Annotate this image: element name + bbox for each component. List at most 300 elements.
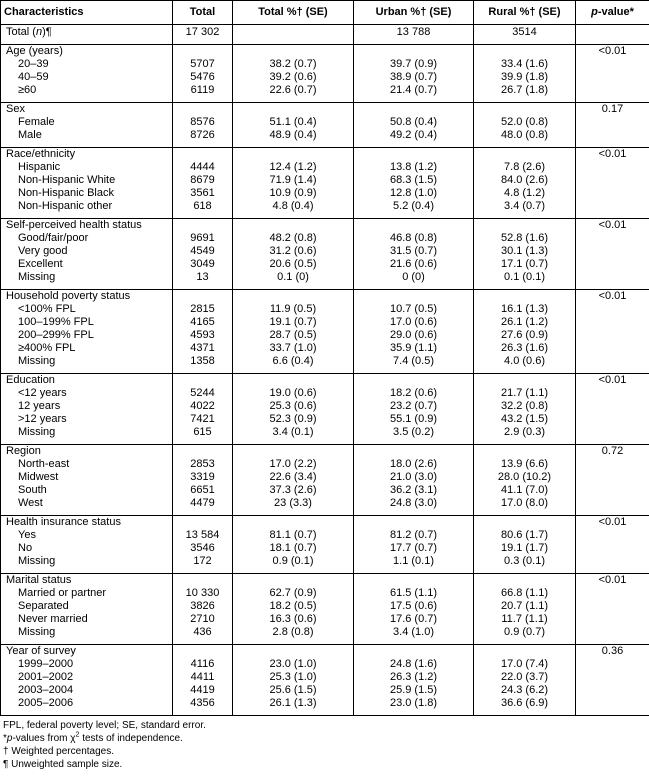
empty-cell xyxy=(576,342,649,355)
empty-cell xyxy=(474,645,576,659)
empty-cell xyxy=(474,45,576,59)
data-row xyxy=(1,600,649,613)
row-label: 2003–2004 xyxy=(1,684,173,697)
row-label: Male xyxy=(1,129,173,148)
empty-cell xyxy=(354,45,474,59)
empty-cell xyxy=(576,232,649,245)
value-cell: 38.9 (0.7) xyxy=(354,71,474,84)
totals-group xyxy=(1,25,649,45)
data-row xyxy=(1,232,649,245)
row-label: Midwest xyxy=(1,471,173,484)
section-group xyxy=(1,516,649,574)
empty-cell xyxy=(233,103,354,117)
value-cell: 26.1 (1.2) xyxy=(474,316,576,329)
value-cell: 17.7 (0.7) xyxy=(354,542,474,555)
footnote-line: *p-values from $\chi^2$ tests of independence. xyxy=(3,731,183,744)
value-cell: 5244 xyxy=(173,387,233,400)
empty-cell xyxy=(173,516,233,530)
section-header-row xyxy=(1,516,649,530)
value-cell: 48.2 (0.8) xyxy=(233,232,354,245)
section-group xyxy=(1,574,649,645)
value-cell: 36.6 (6.9) xyxy=(474,697,576,716)
column-header: Total xyxy=(173,1,233,25)
row-label: Non-Hispanic White xyxy=(1,174,173,187)
section-header-row xyxy=(1,445,649,459)
value-cell: 71.9 (1.4) xyxy=(233,174,354,187)
value-cell: 26.7 (1.8) xyxy=(474,84,576,103)
row-label: 2005–2006 xyxy=(1,697,173,716)
value-cell: 20.6 (0.5) xyxy=(233,258,354,271)
value-cell: 49.2 (0.4) xyxy=(354,129,474,148)
total-value-cell xyxy=(576,25,649,45)
value-cell: 12.8 (1.0) xyxy=(354,187,474,200)
column-header: Characteristics xyxy=(1,1,173,25)
row-label: Non-Hispanic Black xyxy=(1,187,173,200)
footnote-line: ¶ Unweighted sample size. xyxy=(3,759,123,770)
value-cell: 0.9 (0.1) xyxy=(233,555,354,574)
empty-cell xyxy=(576,245,649,258)
empty-cell xyxy=(576,542,649,555)
value-cell: 2.8 (0.8) xyxy=(233,626,354,645)
value-cell: 25.3 (1.0) xyxy=(233,671,354,684)
value-cell: 84.0 (2.6) xyxy=(474,174,576,187)
data-row xyxy=(1,355,649,374)
footnote-line: † Weighted percentages. xyxy=(3,746,115,757)
empty-cell xyxy=(354,219,474,233)
value-cell: 4593 xyxy=(173,329,233,342)
section-group xyxy=(1,645,649,716)
row-label: <100% FPL xyxy=(1,303,173,316)
section-header-row xyxy=(1,103,649,117)
empty-cell xyxy=(576,271,649,290)
data-row xyxy=(1,387,649,400)
value-cell: 13.9 (6.6) xyxy=(474,458,576,471)
row-label: 20–39 xyxy=(1,58,173,71)
empty-cell xyxy=(354,574,474,588)
value-cell: 10.7 (0.5) xyxy=(354,303,474,316)
value-cell: 36.2 (3.1) xyxy=(354,484,474,497)
value-cell: 4419 xyxy=(173,684,233,697)
empty-cell xyxy=(576,187,649,200)
empty-cell xyxy=(576,626,649,645)
data-row xyxy=(1,684,649,697)
section-header-row xyxy=(1,148,649,162)
value-cell: 11.7 (1.1) xyxy=(474,613,576,626)
value-cell: 81.2 (0.7) xyxy=(354,529,474,542)
row-label: West xyxy=(1,497,173,516)
row-label: Separated xyxy=(1,600,173,613)
data-row xyxy=(1,316,649,329)
section-label: Education xyxy=(1,374,173,388)
value-cell: 39.2 (0.6) xyxy=(233,71,354,84)
empty-cell xyxy=(173,219,233,233)
value-cell: 55.1 (0.9) xyxy=(354,413,474,426)
row-label: ≥60 xyxy=(1,84,173,103)
data-row xyxy=(1,613,649,626)
value-cell: 4411 xyxy=(173,671,233,684)
row-label: Missing xyxy=(1,271,173,290)
value-cell: 3.4 (0.1) xyxy=(233,426,354,445)
section-group xyxy=(1,445,649,516)
value-cell: 1358 xyxy=(173,355,233,374)
row-label: Non-Hispanic other xyxy=(1,200,173,219)
data-row xyxy=(1,329,649,342)
row-label: Good/fair/poor xyxy=(1,232,173,245)
data-row xyxy=(1,587,649,600)
data-row xyxy=(1,174,649,187)
value-cell: 19.0 (0.6) xyxy=(233,387,354,400)
empty-cell xyxy=(576,355,649,374)
value-cell: 39.7 (0.9) xyxy=(354,58,474,71)
value-cell: 3.5 (0.2) xyxy=(354,426,474,445)
row-label: Missing xyxy=(1,626,173,645)
data-row xyxy=(1,129,649,148)
value-cell: 30.1 (1.3) xyxy=(474,245,576,258)
value-cell: 48.0 (0.8) xyxy=(474,129,576,148)
section-header-row xyxy=(1,45,649,59)
value-cell: 9691 xyxy=(173,232,233,245)
data-row xyxy=(1,342,649,355)
empty-cell xyxy=(576,555,649,574)
value-cell: 51.1 (0.4) xyxy=(233,116,354,129)
row-label: 40–59 xyxy=(1,71,173,84)
data-row xyxy=(1,529,649,542)
value-cell: 0.1 (0.1) xyxy=(474,271,576,290)
value-cell: 436 xyxy=(173,626,233,645)
empty-cell xyxy=(576,671,649,684)
value-cell: 6651 xyxy=(173,484,233,497)
data-row xyxy=(1,555,649,574)
value-cell: 7.4 (0.5) xyxy=(354,355,474,374)
section-group xyxy=(1,374,649,445)
total-row xyxy=(1,25,649,45)
value-cell: 28.0 (10.2) xyxy=(474,471,576,484)
value-cell: 68.3 (1.5) xyxy=(354,174,474,187)
section-label: Year of survey xyxy=(1,645,173,659)
empty-cell xyxy=(354,445,474,459)
row-label: >12 years xyxy=(1,413,173,426)
value-cell: 20.7 (1.1) xyxy=(474,600,576,613)
empty-cell xyxy=(576,58,649,71)
empty-cell xyxy=(173,445,233,459)
row-label: South xyxy=(1,484,173,497)
section-header-row xyxy=(1,645,649,659)
empty-cell xyxy=(576,84,649,103)
empty-cell xyxy=(233,574,354,588)
value-cell: 7.8 (2.6) xyxy=(474,161,576,174)
value-cell: 52.0 (0.8) xyxy=(474,116,576,129)
value-cell: 4165 xyxy=(173,316,233,329)
value-cell: 5476 xyxy=(173,71,233,84)
column-header: Urban %† (SE) xyxy=(354,1,474,25)
section-label: Race/ethnicity xyxy=(1,148,173,162)
empty-cell xyxy=(576,471,649,484)
value-cell: 48.9 (0.4) xyxy=(233,129,354,148)
value-cell: 1.1 (0.1) xyxy=(354,555,474,574)
section-group xyxy=(1,290,649,374)
value-cell: 4.8 (0.4) xyxy=(233,200,354,219)
p-value-cell: <0.01 xyxy=(576,290,649,304)
row-label: 200–299% FPL xyxy=(1,329,173,342)
empty-cell xyxy=(474,103,576,117)
empty-cell xyxy=(576,387,649,400)
empty-cell xyxy=(576,316,649,329)
value-cell: 41.1 (7.0) xyxy=(474,484,576,497)
row-label: ≥400% FPL xyxy=(1,342,173,355)
p-value-cell: 0.17 xyxy=(576,103,649,117)
value-cell: 17.0 (2.2) xyxy=(233,458,354,471)
p-value-cell: 0.72 xyxy=(576,445,649,459)
data-row xyxy=(1,484,649,497)
value-cell: 24.3 (6.2) xyxy=(474,684,576,697)
empty-cell xyxy=(576,161,649,174)
value-cell: 25.9 (1.5) xyxy=(354,684,474,697)
table-head xyxy=(1,1,649,25)
row-label: Excellent xyxy=(1,258,173,271)
data-row xyxy=(1,542,649,555)
value-cell: 18.2 (0.5) xyxy=(233,600,354,613)
section-header-row xyxy=(1,219,649,233)
value-cell: 80.6 (1.7) xyxy=(474,529,576,542)
section-group xyxy=(1,219,649,290)
empty-cell xyxy=(576,600,649,613)
empty-cell xyxy=(233,219,354,233)
empty-cell xyxy=(576,258,649,271)
total-row-label: Total (n)¶ xyxy=(1,25,173,45)
row-label: <12 years xyxy=(1,387,173,400)
value-cell: 24.8 (3.0) xyxy=(354,497,474,516)
value-cell: 5707 xyxy=(173,58,233,71)
empty-cell xyxy=(233,445,354,459)
empty-cell xyxy=(233,148,354,162)
value-cell: 22.6 (3.4) xyxy=(233,471,354,484)
value-cell: 19.1 (1.7) xyxy=(474,542,576,555)
section-header-row xyxy=(1,374,649,388)
footnotes xyxy=(0,716,649,771)
row-label: Hispanic xyxy=(1,161,173,174)
value-cell: 2853 xyxy=(173,458,233,471)
value-cell: 11.9 (0.5) xyxy=(233,303,354,316)
empty-cell xyxy=(474,574,576,588)
row-label: Missing xyxy=(1,426,173,445)
value-cell: 3546 xyxy=(173,542,233,555)
value-cell: 7421 xyxy=(173,413,233,426)
empty-cell xyxy=(474,374,576,388)
value-cell: 33.7 (1.0) xyxy=(233,342,354,355)
section-label: Region xyxy=(1,445,173,459)
value-cell: 32.2 (0.8) xyxy=(474,400,576,413)
value-cell: 23 (3.3) xyxy=(233,497,354,516)
value-cell: 31.5 (0.7) xyxy=(354,245,474,258)
empty-cell xyxy=(576,71,649,84)
data-row xyxy=(1,303,649,316)
value-cell: 17.6 (0.7) xyxy=(354,613,474,626)
value-cell: 81.1 (0.7) xyxy=(233,529,354,542)
section-group xyxy=(1,45,649,103)
empty-cell xyxy=(576,613,649,626)
section-header-row xyxy=(1,574,649,588)
empty-cell xyxy=(576,329,649,342)
value-cell: 6119 xyxy=(173,84,233,103)
data-row xyxy=(1,413,649,426)
row-label: 2001–2002 xyxy=(1,671,173,684)
value-cell: 62.7 (0.9) xyxy=(233,587,354,600)
value-cell: 2815 xyxy=(173,303,233,316)
empty-cell xyxy=(354,516,474,530)
value-cell: 172 xyxy=(173,555,233,574)
value-cell: 3561 xyxy=(173,187,233,200)
value-cell: 66.8 (1.1) xyxy=(474,587,576,600)
empty-cell xyxy=(173,374,233,388)
data-row xyxy=(1,245,649,258)
value-cell: 22.0 (3.7) xyxy=(474,671,576,684)
value-cell: 35.9 (1.1) xyxy=(354,342,474,355)
value-cell: 4371 xyxy=(173,342,233,355)
row-label: Never married xyxy=(1,613,173,626)
value-cell: 24.8 (1.6) xyxy=(354,658,474,671)
value-cell: 16.1 (1.3) xyxy=(474,303,576,316)
value-cell: 2.9 (0.3) xyxy=(474,426,576,445)
value-cell: 0.3 (0.1) xyxy=(474,555,576,574)
empty-cell xyxy=(233,516,354,530)
data-row xyxy=(1,271,649,290)
row-label: Missing xyxy=(1,355,173,374)
value-cell: 12.4 (1.2) xyxy=(233,161,354,174)
empty-cell xyxy=(576,200,649,219)
empty-cell xyxy=(474,219,576,233)
value-cell: 6.6 (0.4) xyxy=(233,355,354,374)
value-cell: 22.6 (0.7) xyxy=(233,84,354,103)
empty-cell xyxy=(474,148,576,162)
empty-cell xyxy=(173,645,233,659)
section-group xyxy=(1,148,649,219)
value-cell: 615 xyxy=(173,426,233,445)
row-label: Female xyxy=(1,116,173,129)
value-cell: 31.2 (0.6) xyxy=(233,245,354,258)
data-row xyxy=(1,58,649,71)
value-cell: 33.4 (1.6) xyxy=(474,58,576,71)
row-label: 12 years xyxy=(1,400,173,413)
value-cell: 13.8 (1.2) xyxy=(354,161,474,174)
value-cell: 61.5 (1.1) xyxy=(354,587,474,600)
column-header: p-value* xyxy=(576,1,649,25)
section-label: Health insurance status xyxy=(1,516,173,530)
empty-cell xyxy=(173,45,233,59)
empty-cell xyxy=(474,290,576,304)
value-cell: 23.2 (0.7) xyxy=(354,400,474,413)
empty-cell xyxy=(173,103,233,117)
data-row xyxy=(1,258,649,271)
data-row xyxy=(1,697,649,716)
empty-cell xyxy=(576,529,649,542)
row-label: Yes xyxy=(1,529,173,542)
value-cell: 19.1 (0.7) xyxy=(233,316,354,329)
footnote-line: FPL, federal poverty level; SE, standard error. xyxy=(3,720,206,731)
value-cell: 10 330 xyxy=(173,587,233,600)
value-cell: 46.8 (0.8) xyxy=(354,232,474,245)
value-cell: 2710 xyxy=(173,613,233,626)
value-cell: 26.3 (1.6) xyxy=(474,342,576,355)
value-cell: 52.8 (1.6) xyxy=(474,232,576,245)
header-row xyxy=(1,1,649,25)
empty-cell xyxy=(233,290,354,304)
p-value-cell: 0.36 xyxy=(576,645,649,659)
value-cell: 43.2 (1.5) xyxy=(474,413,576,426)
p-value-cell: <0.01 xyxy=(576,148,649,162)
value-cell: 5.2 (0.4) xyxy=(354,200,474,219)
empty-cell xyxy=(576,303,649,316)
value-cell: 4479 xyxy=(173,497,233,516)
empty-cell xyxy=(576,413,649,426)
value-cell: 4549 xyxy=(173,245,233,258)
column-header: Total %† (SE) xyxy=(233,1,354,25)
empty-cell xyxy=(576,587,649,600)
value-cell: 3826 xyxy=(173,600,233,613)
empty-cell xyxy=(233,645,354,659)
value-cell: 23.0 (1.0) xyxy=(233,658,354,671)
empty-cell xyxy=(576,484,649,497)
value-cell: 10.9 (0.9) xyxy=(233,187,354,200)
value-cell: 27.6 (0.9) xyxy=(474,329,576,342)
value-cell: 4356 xyxy=(173,697,233,716)
value-cell: 28.7 (0.5) xyxy=(233,329,354,342)
section-label: Household poverty status xyxy=(1,290,173,304)
empty-cell xyxy=(576,684,649,697)
empty-cell xyxy=(576,400,649,413)
value-cell: 13 xyxy=(173,271,233,290)
value-cell: 0 (0) xyxy=(354,271,474,290)
value-cell: 26.1 (1.3) xyxy=(233,697,354,716)
empty-cell xyxy=(173,290,233,304)
section-label: Self-perceived health status xyxy=(1,219,173,233)
value-cell: 4444 xyxy=(173,161,233,174)
empty-cell xyxy=(233,374,354,388)
data-row xyxy=(1,200,649,219)
data-row xyxy=(1,658,649,671)
row-label: No xyxy=(1,542,173,555)
value-cell: 17.1 (0.7) xyxy=(474,258,576,271)
value-cell: 3.4 (0.7) xyxy=(474,200,576,219)
data-row xyxy=(1,116,649,129)
value-cell: 13 584 xyxy=(173,529,233,542)
data-row xyxy=(1,71,649,84)
data-row xyxy=(1,497,649,516)
value-cell: 21.4 (0.7) xyxy=(354,84,474,103)
value-cell: 21.6 (0.6) xyxy=(354,258,474,271)
data-row xyxy=(1,471,649,484)
p-value-cell: <0.01 xyxy=(576,45,649,59)
section-label: Age (years) xyxy=(1,45,173,59)
data-row xyxy=(1,426,649,445)
column-header: Rural %† (SE) xyxy=(474,1,576,25)
value-cell: 8726 xyxy=(173,129,233,148)
empty-cell xyxy=(576,497,649,516)
empty-cell xyxy=(576,697,649,716)
p-value-cell: <0.01 xyxy=(576,574,649,588)
value-cell: 26.3 (1.2) xyxy=(354,671,474,684)
data-row xyxy=(1,161,649,174)
empty-cell xyxy=(354,290,474,304)
value-cell: 4022 xyxy=(173,400,233,413)
value-cell: 4116 xyxy=(173,658,233,671)
value-cell: 18.0 (2.6) xyxy=(354,458,474,471)
row-label: North-east xyxy=(1,458,173,471)
value-cell: 29.0 (0.6) xyxy=(354,329,474,342)
value-cell: 0.1 (0) xyxy=(233,271,354,290)
row-label: 100–199% FPL xyxy=(1,316,173,329)
value-cell: 25.6 (1.5) xyxy=(233,684,354,697)
value-cell: 3049 xyxy=(173,258,233,271)
